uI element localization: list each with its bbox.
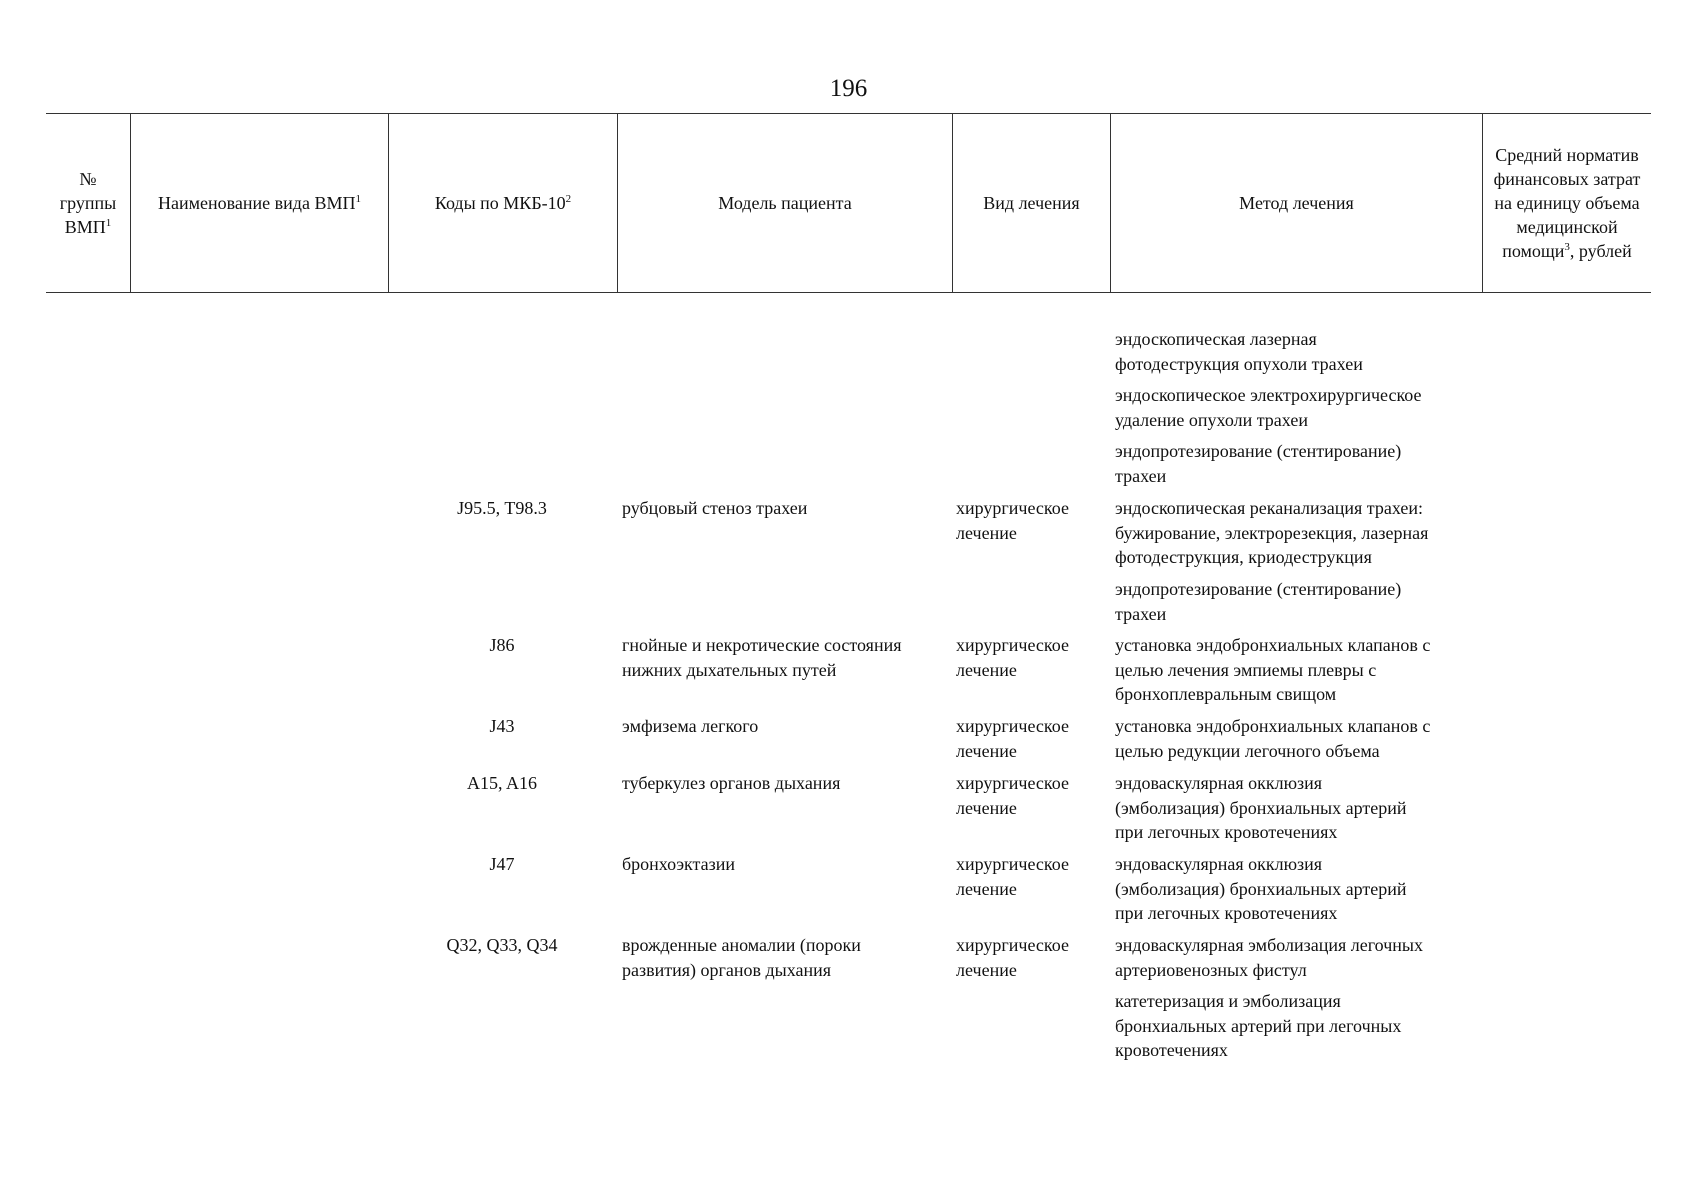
icd-code: J47 <box>489 854 515 874</box>
method-item: эндопротезирование (стентирование) трахеи <box>1115 579 1402 624</box>
header-cost-standard-unit: , рублей <box>1569 241 1632 261</box>
treatment-type: хирургическое лечение <box>956 716 1069 761</box>
icd-code: J43 <box>489 716 515 736</box>
page-number: 196 <box>829 75 868 102</box>
header-treatment-type <box>953 114 1111 292</box>
header-group-number-label: № группы ВМП <box>59 169 117 237</box>
header-patient-model-label: Модель пациента <box>718 193 852 213</box>
header-vmp-name <box>131 114 389 292</box>
method-item: установка эндобронхиальных клапанов с целью лечения эмпиемы плевры с бронхоплевральным свищом <box>1115 635 1431 704</box>
treatment-type: хирургическое лечение <box>956 773 1069 818</box>
method-item: эндоваскулярная эмболизация легочных артериовенозных фистул <box>1115 935 1423 980</box>
method-item: эндоскопическая реканализация трахеи: бужирование, электрорезекция, лазерная фотодеструкция, криодеструкция <box>1115 498 1429 567</box>
header-cost-standard-label: Средний норматив финансовых затрат на единицу объема медицинской помощи <box>1493 145 1641 261</box>
icd-code: J86 <box>489 635 515 655</box>
treatment-type: хирургическое лечение <box>956 854 1069 899</box>
icd-code: A15, A16 <box>466 773 537 793</box>
footnote-2: 2 <box>565 193 572 205</box>
footnote-1: 1 <box>355 193 361 205</box>
method-item: катетеризация и эмболизация бронхиальных артерий при легочных кровотечениях <box>1115 991 1402 1060</box>
treatment-type: хирургическое лечение <box>956 935 1069 980</box>
header-group-number <box>46 114 131 292</box>
patient-model: рубцовый стеноз трахеи <box>622 498 808 518</box>
treatment-type: хирургическое лечение <box>956 635 1069 680</box>
patient-model: врожденные аномалии (пороки развития) органов дыхания <box>622 935 861 980</box>
method-item: эндоскопическая лазерная фотодеструкция опухоли трахеи <box>1115 329 1363 374</box>
icd-code: Q32, Q33, Q34 <box>446 935 558 955</box>
patient-model: туберкулез органов дыхания <box>622 773 841 793</box>
patient-model: эмфизема легкого <box>622 716 759 736</box>
header-treatment-type-label: Вид лечения <box>983 193 1080 213</box>
header-vmp-name-label: Наименование вида ВМП <box>158 193 356 213</box>
patient-model: бронхоэктазии <box>622 854 736 874</box>
icd-code: J95.5, T98.3 <box>457 498 547 518</box>
header-treatment-method <box>1111 114 1483 292</box>
method-item: эндоваскулярная окклюзия (эмболизация) бронхиальных артерий при легочных кровотечениях <box>1115 854 1407 923</box>
header-patient-model <box>618 114 953 292</box>
header-icd-codes <box>389 114 618 292</box>
table-header <box>46 113 1651 293</box>
patient-model: гнойные и некротические состояния нижних дыхательных путей <box>622 635 902 680</box>
method-item: установка эндобронхиальных клапанов с целью редукции легочного объема <box>1115 716 1431 761</box>
footnote-1: 1 <box>105 217 112 229</box>
footnote-3: 3 <box>1564 241 1570 253</box>
treatment-type: хирургическое лечение <box>956 498 1069 543</box>
header-treatment-method-label: Метод лечения <box>1239 193 1354 213</box>
header-cost-standard <box>1483 114 1651 292</box>
method-item: эндоскопическое электрохирургическое удаление опухоли трахеи <box>1115 385 1422 430</box>
method-item: эндопротезирование (стентирование) трахеи <box>1115 441 1402 486</box>
method-item: эндоваскулярная окклюзия (эмболизация) бронхиальных артерий при легочных кровотечениях <box>1115 773 1407 842</box>
header-icd-codes-label: Коды по МКБ-10 <box>434 193 566 213</box>
